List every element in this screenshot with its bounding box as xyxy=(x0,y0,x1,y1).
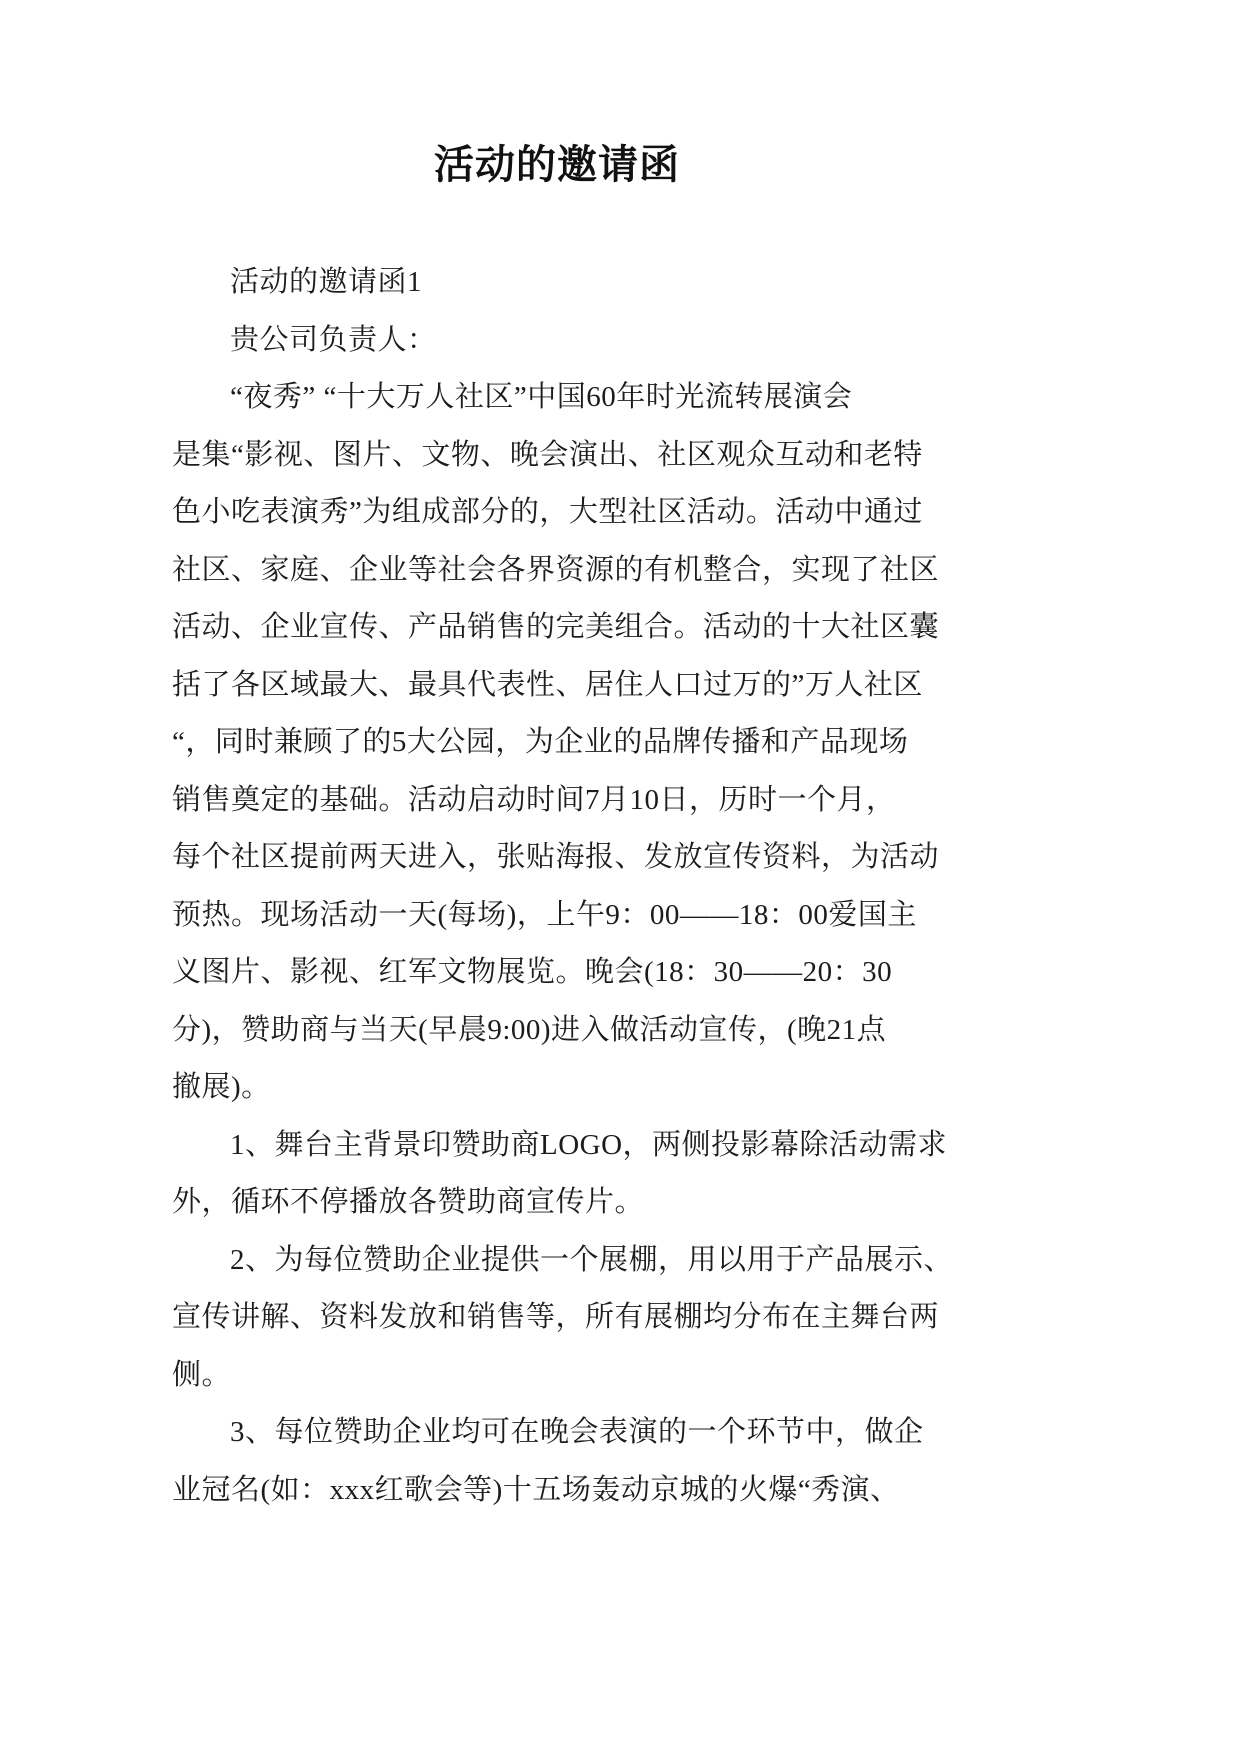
document-body xyxy=(172,254,972,1519)
paragraph xyxy=(172,369,972,1117)
text-line: 撤展)。 xyxy=(172,1071,271,1103)
text-line: 业冠名(如：xxx红歌会等)十五场轰动京城的火爆“秀演、 xyxy=(172,1473,900,1506)
text-line: 社区、家庭、企业等社会各界资源的有机整合，实现了社区 xyxy=(172,553,940,586)
text-line: 1、舞台主背景印赞助商LOGO，两侧投影幕除活动需求 xyxy=(230,1128,948,1161)
text-line: 括了各区域最大、最具代表性、居住人口过万的”万人社区 xyxy=(172,668,923,701)
text-line: 是集“影视、图片、文物、晚会演出、社区观众互动和老特 xyxy=(172,438,923,471)
text-line: 每个社区提前两天进入，张贴海报、发放宣传资料，为活动 xyxy=(172,841,940,873)
text-line: 预热。现场活动一天(每场)，上午9：00——18：00爱国主 xyxy=(172,898,917,931)
text-line: 销售奠定的基础。活动启动时间7月10日，历时一个月， xyxy=(172,783,896,816)
text-line: 色小吃表演秀”为组成部分的，大型社区活动。活动中通过 xyxy=(172,496,923,528)
text-line: 义图片、影视、红军文物展览。晚会(18：30——20：30 xyxy=(172,956,893,988)
paragraph xyxy=(172,254,972,312)
paragraph xyxy=(172,1232,972,1405)
text-line: “，同时兼顾了的5大公园，为企业的品牌传播和产品现场 xyxy=(172,726,909,758)
paragraph xyxy=(172,1404,972,1519)
text-line: 侧。 xyxy=(172,1358,232,1391)
document-title: 活动的邀请函 xyxy=(434,142,680,187)
text-line: 活动的邀请函1 xyxy=(230,266,423,298)
text-line: 2、为每位赞助企业提供一个展棚，用以用于产品展示、 xyxy=(230,1243,954,1276)
paragraph xyxy=(172,1117,972,1232)
text-line: 3、每位赞助企业均可在晚会表演的一个环节中，做企 xyxy=(230,1416,924,1448)
text-line: 外，循环不停播放各赞助商宣传片。 xyxy=(172,1186,645,1218)
text-line: 宣传讲解、资料发放和销售等，所有展棚均分布在主舞台两 xyxy=(172,1301,940,1333)
text-line: 分)，赞助商与当天(早晨9:00)进入做活动宣传，(晚21点 xyxy=(172,1013,887,1046)
text-line: 贵公司负责人： xyxy=(230,323,437,356)
text-line: “夜秀” “十大万人社区”中国60年时光流转展演会 xyxy=(230,381,853,413)
text-line: 活动、企业宣传、产品销售的完美组合。活动的十大社区囊 xyxy=(172,611,940,643)
paragraph xyxy=(172,312,972,370)
